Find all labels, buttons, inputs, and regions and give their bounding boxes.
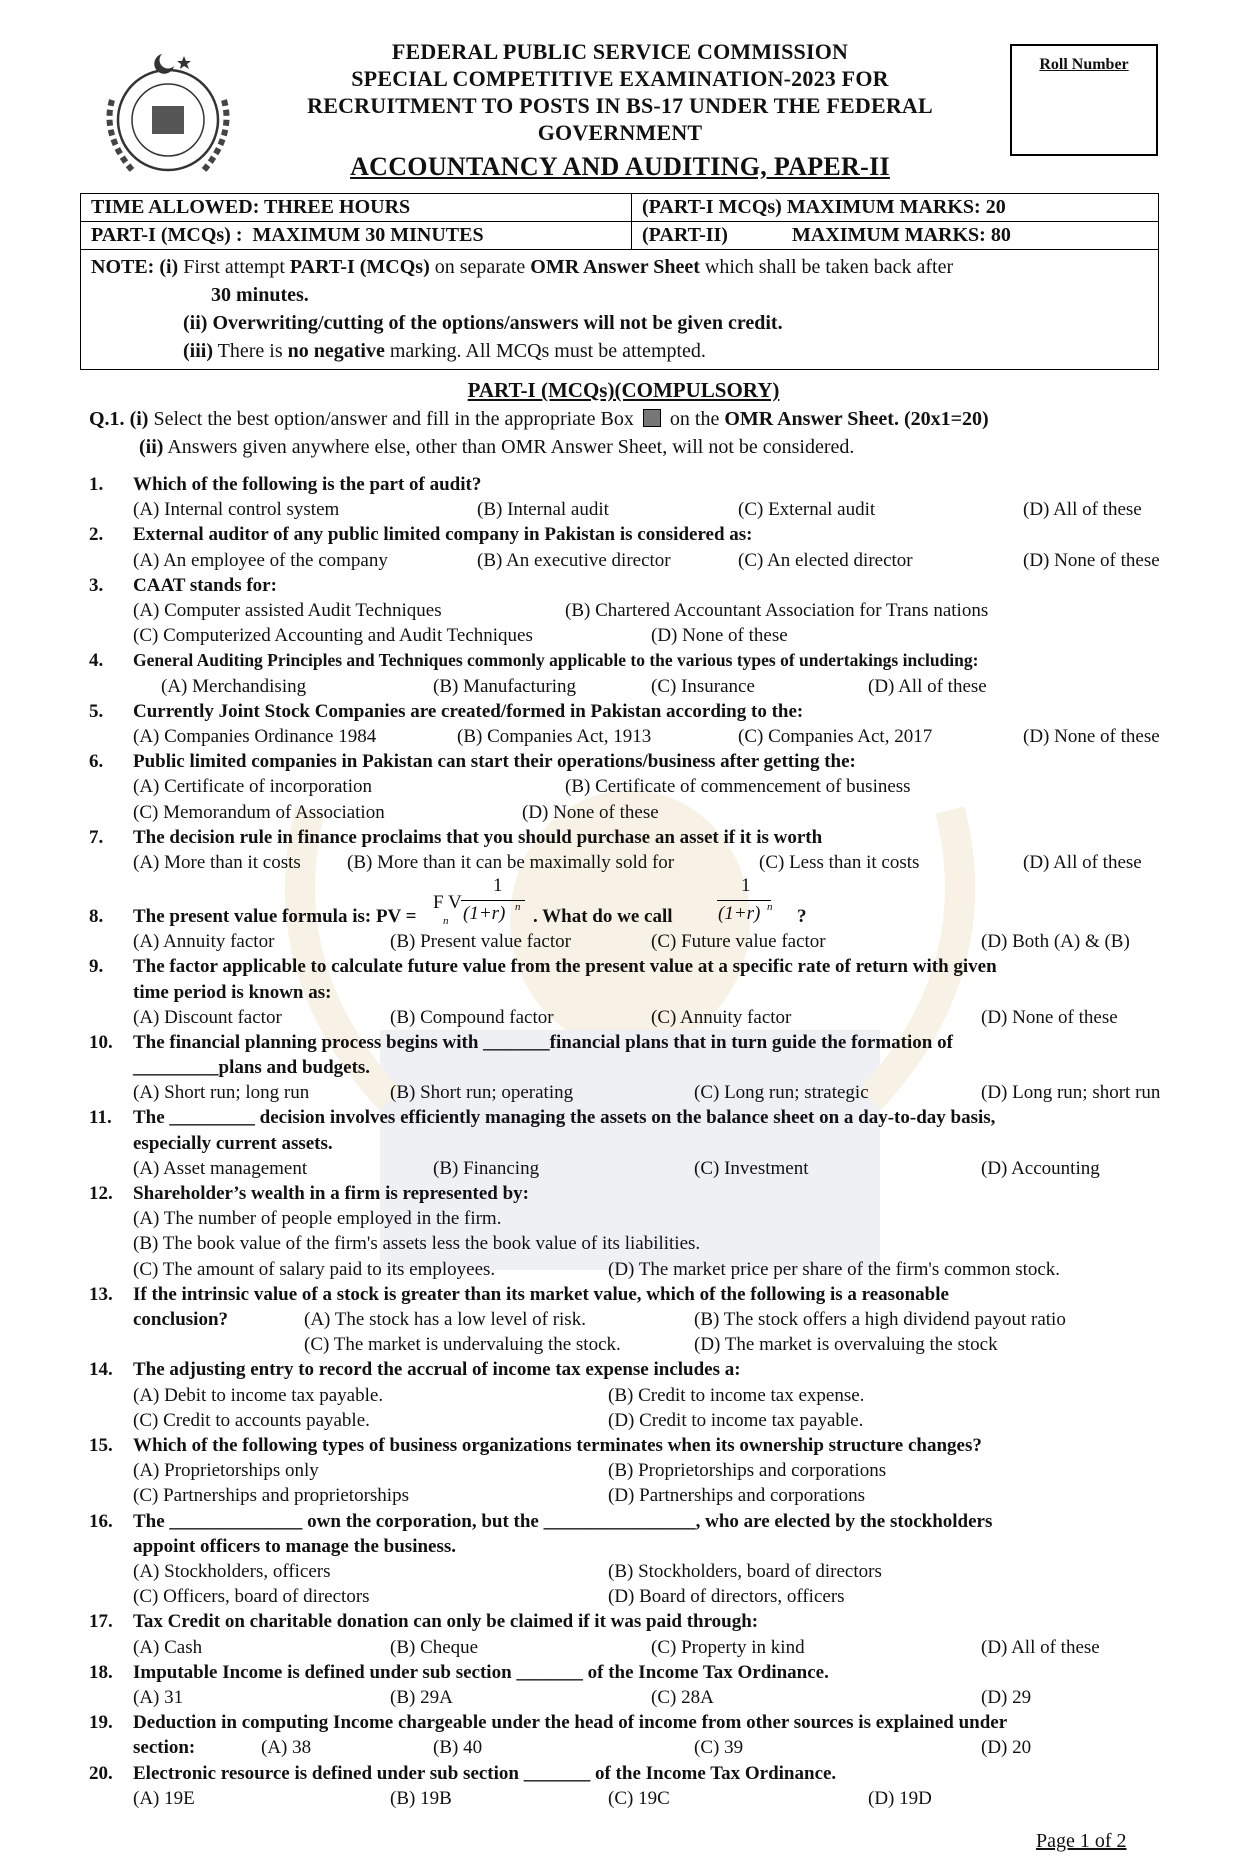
instruction-text: Select the best option/answer and fill in the appropriate Box: [153, 408, 634, 430]
part2-marks: [632, 222, 1158, 249]
answer-option: (A) Annuity factor: [133, 931, 275, 953]
question-number: 8.: [89, 906, 104, 928]
question-item: [89, 573, 1179, 649]
answer-option: (D) Both (A) & (B): [981, 931, 1130, 953]
question-item: [89, 1105, 1179, 1181]
question-item: [89, 1710, 1179, 1760]
answer-option: (B) Short run; operating: [390, 1082, 574, 1104]
question-item: [89, 1030, 1179, 1106]
options-row: [133, 1458, 1179, 1483]
answer-option: (D) None of these: [1023, 549, 1160, 571]
note-text-bold: Overwriting/cutting of the options/answers will not be given credit.: [212, 312, 783, 334]
note-text: First attempt: [183, 256, 285, 278]
answer-option: (B) Cheque: [390, 1636, 479, 1658]
note-i-num: (i): [159, 256, 179, 278]
options-row: [133, 1408, 1179, 1433]
paper-title: ACCOUNTANCY AND AUDITING, PAPER-II: [350, 152, 890, 181]
answer-option: (C) 28A: [651, 1686, 714, 1708]
options-row: [133, 1080, 1179, 1105]
question-text: [133, 875, 1179, 929]
info-row: [81, 194, 1158, 222]
answer-option: (A) Proprietorships only: [133, 1460, 319, 1482]
question-item: [89, 1181, 1179, 1282]
answer-option: (B) The book value of the firm's assets less the book value of its liabilities.: [133, 1233, 701, 1255]
note-text-bold: OMR Answer Sheet: [530, 256, 700, 278]
options-row: [133, 1307, 1179, 1332]
options-row: [133, 1584, 1179, 1609]
answer-option: (A) Computer assisted Audit Techniques: [133, 599, 442, 621]
header-line: SPECIAL COMPETITIVE EXAMINATION-2023 FOR: [351, 66, 889, 91]
answer-option: (D) Accounting: [981, 1157, 1100, 1179]
answer-option: (A) Merchandising: [161, 675, 307, 697]
question-text-part: ?: [797, 906, 807, 928]
answer-option: (A) 38: [261, 1737, 312, 1759]
answer-option: (C) Future value factor: [651, 931, 826, 953]
answer-option: (A) Debit to income tax payable.: [133, 1384, 384, 1406]
formula-fv: F V: [433, 892, 462, 914]
question-number: 7.: [89, 826, 104, 848]
question-item: [89, 472, 1179, 522]
question-number: 15.: [89, 1435, 113, 1456]
part1-time-label: PART-I (MCQs) :: [91, 224, 243, 246]
answer-option: (C) The amount of salary paid to its employees.: [133, 1258, 496, 1280]
fpsc-seal-icon: [92, 40, 244, 192]
question-text: _________plans and budgets.: [133, 1057, 371, 1079]
question-item: [89, 1509, 1179, 1610]
answer-option: (B) 19B: [390, 1787, 452, 1809]
question-text: The factor applicable to calculate future value from the present value at a specific rate of return with given: [133, 956, 997, 978]
answer-option: (A) 19E: [133, 1787, 195, 1809]
question-number: 6.: [89, 751, 104, 773]
options-row: [133, 800, 1179, 825]
info-row: [81, 222, 1158, 250]
question-item: [89, 825, 1179, 875]
instruction-text-bold: OMR Answer Sheet.: [724, 408, 899, 430]
instruction-num: (ii): [139, 436, 164, 458]
answer-option: (D) The market price per share of the firm's common stock.: [608, 1258, 1061, 1280]
answer-option: (C) Partnerships and proprietorships: [133, 1485, 409, 1507]
formula-denominator: (1+r): [463, 903, 506, 925]
answer-option: (D) All of these: [1023, 851, 1142, 873]
answer-option: (A) The stock has a low level of risk.: [304, 1309, 586, 1331]
answer-option: (C) Investment: [694, 1157, 809, 1179]
answer-option: (D) All of these: [868, 675, 987, 697]
answer-option: (D) Credit to income tax payable.: [608, 1409, 864, 1431]
answer-option: (B) Certificate of commencement of business: [565, 776, 911, 798]
options-row: [133, 1685, 1179, 1710]
answer-option: (D) The market is overvaluing the stock: [694, 1334, 998, 1356]
answer-option: (B) An executive director: [477, 549, 671, 571]
question-number: 3.: [89, 574, 104, 596]
question-text: appoint officers to manage the business.: [133, 1535, 457, 1557]
omr-box-icon: [643, 409, 661, 427]
question-item: [89, 1609, 1179, 1659]
question-text: The decision rule in finance proclaims that you should purchase an asset if it is worth: [133, 826, 823, 848]
answer-option: (C) Officers, board of directors: [133, 1586, 370, 1608]
instruction-line-2: [89, 433, 1179, 461]
answer-option: (A) Asset management: [133, 1157, 308, 1179]
question-item: [89, 875, 1179, 954]
answer-option: (A) Companies Ordinance 1984: [133, 725, 377, 747]
options-row: [133, 598, 1179, 623]
question-text: Electronic resource is defined under sub section _______ of the Income Tax Ordinance.: [133, 1762, 837, 1784]
options-row: [133, 548, 1179, 573]
note-text-bold: no negative: [287, 340, 385, 362]
question-text: time period is known as:: [133, 981, 332, 1003]
options-row: [133, 724, 1179, 749]
answer-option: (D) All of these: [981, 1636, 1100, 1658]
question-item: [89, 648, 1179, 698]
question-text-part: The present value formula is: PV =: [133, 906, 417, 928]
answer-option: (D) Long run; short run: [981, 1082, 1161, 1104]
note-ii-num: (ii): [183, 312, 208, 334]
answer-option: (C) Computerized Accounting and Audit Techniques: [133, 625, 533, 647]
options-row: [133, 674, 1179, 699]
question-text: The ______________ own the corporation, but the ________________, who are elected by the stockholders: [133, 1510, 993, 1532]
options-row: [133, 774, 1179, 799]
answer-option: (C) Memorandum of Association: [133, 801, 385, 823]
note-text-bold: PART-I (MCQs): [289, 256, 430, 278]
answer-option: (C) Annuity factor: [651, 1006, 792, 1028]
note-text-bold: 30 minutes.: [211, 284, 309, 306]
instruction-line-1: [89, 405, 1179, 433]
options-row: [133, 1156, 1179, 1181]
question-text: especially current assets.: [133, 1132, 333, 1154]
question-text: Public limited companies in Pakistan can start their operations/business after getting the:: [133, 751, 856, 773]
question-item: [89, 1282, 1179, 1358]
question-text: CAAT stands for:: [133, 574, 277, 596]
note-line-1: [91, 253, 1148, 281]
answer-option: (C) Insurance: [651, 675, 755, 697]
options-row: [133, 850, 1179, 875]
answer-option: (A) Discount factor: [133, 1006, 282, 1028]
answer-option: (D) 20: [981, 1737, 1032, 1759]
roll-number-box[interactable]: [1010, 44, 1158, 156]
part2-marks-value: MAXIMUM MARKS: 80: [791, 224, 1011, 246]
question-text: Currently Joint Stock Companies are created/formed in Pakistan according to the:: [133, 700, 804, 722]
options-row: [133, 1786, 1179, 1811]
question-item: [89, 1761, 1179, 1811]
answer-option: (A) Stockholders, officers: [133, 1560, 331, 1582]
answer-option: (B) 40: [433, 1737, 483, 1759]
question-number: 9.: [89, 956, 104, 978]
answer-option: (D) 29: [981, 1686, 1032, 1708]
question-number: 5.: [89, 700, 104, 722]
question-number: 14.: [89, 1359, 113, 1381]
answer-option: (C) 39: [694, 1737, 744, 1759]
answer-option: (B) Internal audit: [477, 499, 609, 521]
question-number: 11.: [89, 1107, 112, 1129]
options-row: [133, 1332, 1179, 1357]
answer-option: (B) Financing: [433, 1157, 540, 1179]
question-text: Which of the following is the part of audit?: [133, 474, 482, 495]
question-number: 12.: [89, 1183, 113, 1205]
answer-option: (A) More than it costs: [133, 851, 301, 873]
formula-exp: n: [515, 901, 521, 914]
part1-marks: (PART-I MCQs) MAXIMUM MARKS: 20: [642, 196, 1006, 218]
header-line: RECRUITMENT TO POSTS IN BS-17 UNDER THE FEDERAL: [307, 93, 933, 118]
answer-option: (C) Property in kind: [651, 1636, 805, 1658]
answer-option: (C) Credit to accounts payable.: [133, 1409, 370, 1431]
answer-option: (C) Long run; strategic: [694, 1082, 869, 1104]
note-label: NOTE:: [91, 256, 155, 278]
answer-option: (D) Partnerships and corporations: [608, 1485, 865, 1507]
instruction-num: (i): [129, 408, 149, 430]
note-line-2: [91, 309, 1148, 337]
question-number: 16.: [89, 1510, 113, 1532]
question-number: 18.: [89, 1661, 113, 1683]
question-text: General Auditing Principles and Techniques commonly applicable to the various types of undertakings including:: [133, 650, 979, 671]
note-iii-num: (iii): [183, 340, 213, 362]
question-number: 10.: [89, 1031, 113, 1053]
answer-option: (D) 19D: [868, 1787, 932, 1809]
question-text: The financial planning process begins with _______financial plans that in turn guide the formation of: [133, 1031, 953, 1053]
answer-option: (C) The market is undervaluing the stock.: [304, 1334, 621, 1356]
answer-option: (D) None of these: [981, 1006, 1118, 1028]
options-row: [133, 1005, 1179, 1030]
answer-option: (C) Companies Act, 2017: [738, 725, 933, 747]
question-text: Which of the following types of business organizations terminates when its ownership structure changes?: [133, 1435, 982, 1456]
question-number: 2.: [89, 524, 104, 546]
answer-option: (B) 29A: [390, 1686, 453, 1708]
question-number: 4.: [89, 650, 104, 672]
part2-label: (PART-II): [642, 224, 728, 246]
options-row: [133, 929, 1179, 954]
question-number: 1.: [89, 474, 104, 495]
part1-time: [81, 222, 632, 249]
answer-option: (B) Stockholders, board of directors: [608, 1560, 882, 1582]
question-text: Deduction in computing Income chargeable under the head of income from other sources is explained under: [133, 1712, 1008, 1734]
answer-option: (C) 19C: [608, 1787, 670, 1809]
answer-option: (A) Certificate of incorporation: [133, 776, 372, 798]
answer-option: (A) The number of people employed in the firm.: [133, 1208, 502, 1230]
answer-option: (B) Present value factor: [390, 931, 571, 953]
question-text: If the intrinsic value of a stock is greater than its market value, which of the following is a reasonable: [133, 1283, 949, 1305]
header-line: GOVERNMENT: [537, 120, 703, 145]
question-item: [89, 1433, 1179, 1509]
formula-sub: n: [443, 915, 449, 928]
exam-info-table: [80, 193, 1159, 370]
options-row: [133, 1383, 1179, 1408]
question-text: The adjusting entry to record the accrual of income tax expense includes a:: [133, 1359, 741, 1381]
answer-option: (A) An employee of the company: [133, 549, 388, 571]
options-label: section:: [133, 1737, 196, 1759]
part-heading: PART-I (MCQs)(COMPULSORY): [467, 378, 780, 402]
question-item: [89, 1660, 1179, 1710]
formula-numerator: 1: [741, 875, 751, 897]
question-text: Imputable Income is defined under sub section _______ of the Income Tax Ordinance.: [133, 1661, 829, 1683]
answer-option: (D) Board of directors, officers: [608, 1586, 845, 1608]
answer-option: (B) Credit to income tax expense.: [608, 1384, 865, 1406]
question-text: The _________ decision involves efficiently managing the assets on the balance sheet on a day-to-day basis,: [133, 1107, 996, 1129]
answer-option: (C) Less than it costs: [759, 851, 920, 873]
answer-option: (C) An elected director: [738, 549, 913, 571]
question-number: Q.1.: [89, 408, 125, 430]
answer-option: (B) More than it can be maximally sold for: [347, 851, 675, 873]
question-number: 19.: [89, 1712, 113, 1734]
page-number: Page 1 of 2: [1036, 1830, 1127, 1852]
answer-option: (A) Cash: [133, 1636, 203, 1658]
formula-exp: n: [767, 901, 773, 914]
header-line: FEDERAL PUBLIC SERVICE COMMISSION: [391, 39, 849, 64]
q1-instructions: [89, 405, 1179, 461]
instruction-text: Answers given anywhere else, other than OMR Answer Sheet, will not be considered.: [167, 436, 855, 458]
options-label: conclusion?: [133, 1309, 229, 1331]
options-row: [133, 1206, 1179, 1231]
answer-option: (C) External audit: [738, 499, 876, 521]
question-text: Shareholder’s wealth in a firm is represented by:: [133, 1183, 529, 1205]
instruction-text: on the: [669, 408, 720, 430]
answer-option: (B) Companies Act, 1913: [457, 725, 652, 747]
question-item: [89, 954, 1179, 1030]
answer-option: (A) Internal control system: [133, 499, 340, 521]
answer-option: (A) 31: [133, 1686, 184, 1708]
options-row: [133, 1257, 1179, 1282]
question-item: [89, 749, 1179, 825]
options-row: [133, 1231, 1179, 1256]
question-list: [89, 472, 1179, 1811]
question-text: External auditor of any public limited company in Pakistan is considered as:: [133, 524, 753, 546]
answer-option: (B) Compound factor: [390, 1006, 554, 1028]
question-number: 13.: [89, 1283, 113, 1305]
roll-number-label: Roll Number: [1039, 56, 1129, 73]
question-text: Tax Credit on charitable donation can only be claimed if it was paid through:: [133, 1611, 759, 1633]
answer-option: (B) Chartered Accountant Association for Trans nations: [565, 599, 989, 621]
note-block: [81, 250, 1158, 369]
answer-option: (B) The stock offers a high dividend payout ratio: [694, 1309, 1066, 1331]
part1-time-value: MAXIMUM 30 MINUTES: [252, 224, 484, 246]
note-line-3: [91, 337, 1148, 365]
note-text: marking. All MCQs must be attempted.: [389, 340, 706, 362]
options-row: [133, 623, 1179, 648]
options-row: [133, 1483, 1179, 1508]
answer-option: (B) Proprietorships and corporations: [608, 1460, 887, 1482]
formula-denominator: (1+r): [718, 903, 761, 925]
options-row: [133, 1735, 1179, 1760]
answer-option: (D) None of these: [651, 625, 788, 647]
question-number: 20.: [89, 1762, 113, 1784]
exam-header: [270, 38, 970, 182]
instruction-marks: (20x1=20): [903, 408, 989, 430]
note-line-1b: [91, 281, 1148, 309]
note-text: There is: [217, 340, 283, 362]
time-allowed: TIME ALLOWED: THREE HOURS: [81, 194, 632, 221]
question-number: 17.: [89, 1611, 113, 1633]
options-row: [133, 1635, 1179, 1660]
answer-option: (B) Manufacturing: [433, 675, 576, 697]
answer-option: (D) None of these: [1023, 725, 1160, 747]
question-item: [89, 1357, 1179, 1433]
question-item: [89, 699, 1179, 749]
answer-option: (A) Short run; long run: [133, 1082, 310, 1104]
answer-option: (D) None of these: [522, 801, 659, 823]
answer-option: (D) All of these: [1023, 499, 1142, 521]
options-row: [133, 497, 1179, 522]
question-text-part: . What do we call: [533, 906, 673, 928]
formula-numerator: 1: [493, 875, 503, 897]
note-text: which shall be taken back after: [704, 256, 954, 278]
options-row: [133, 1559, 1179, 1584]
question-item: [89, 522, 1179, 572]
note-text: on separate: [434, 256, 526, 278]
